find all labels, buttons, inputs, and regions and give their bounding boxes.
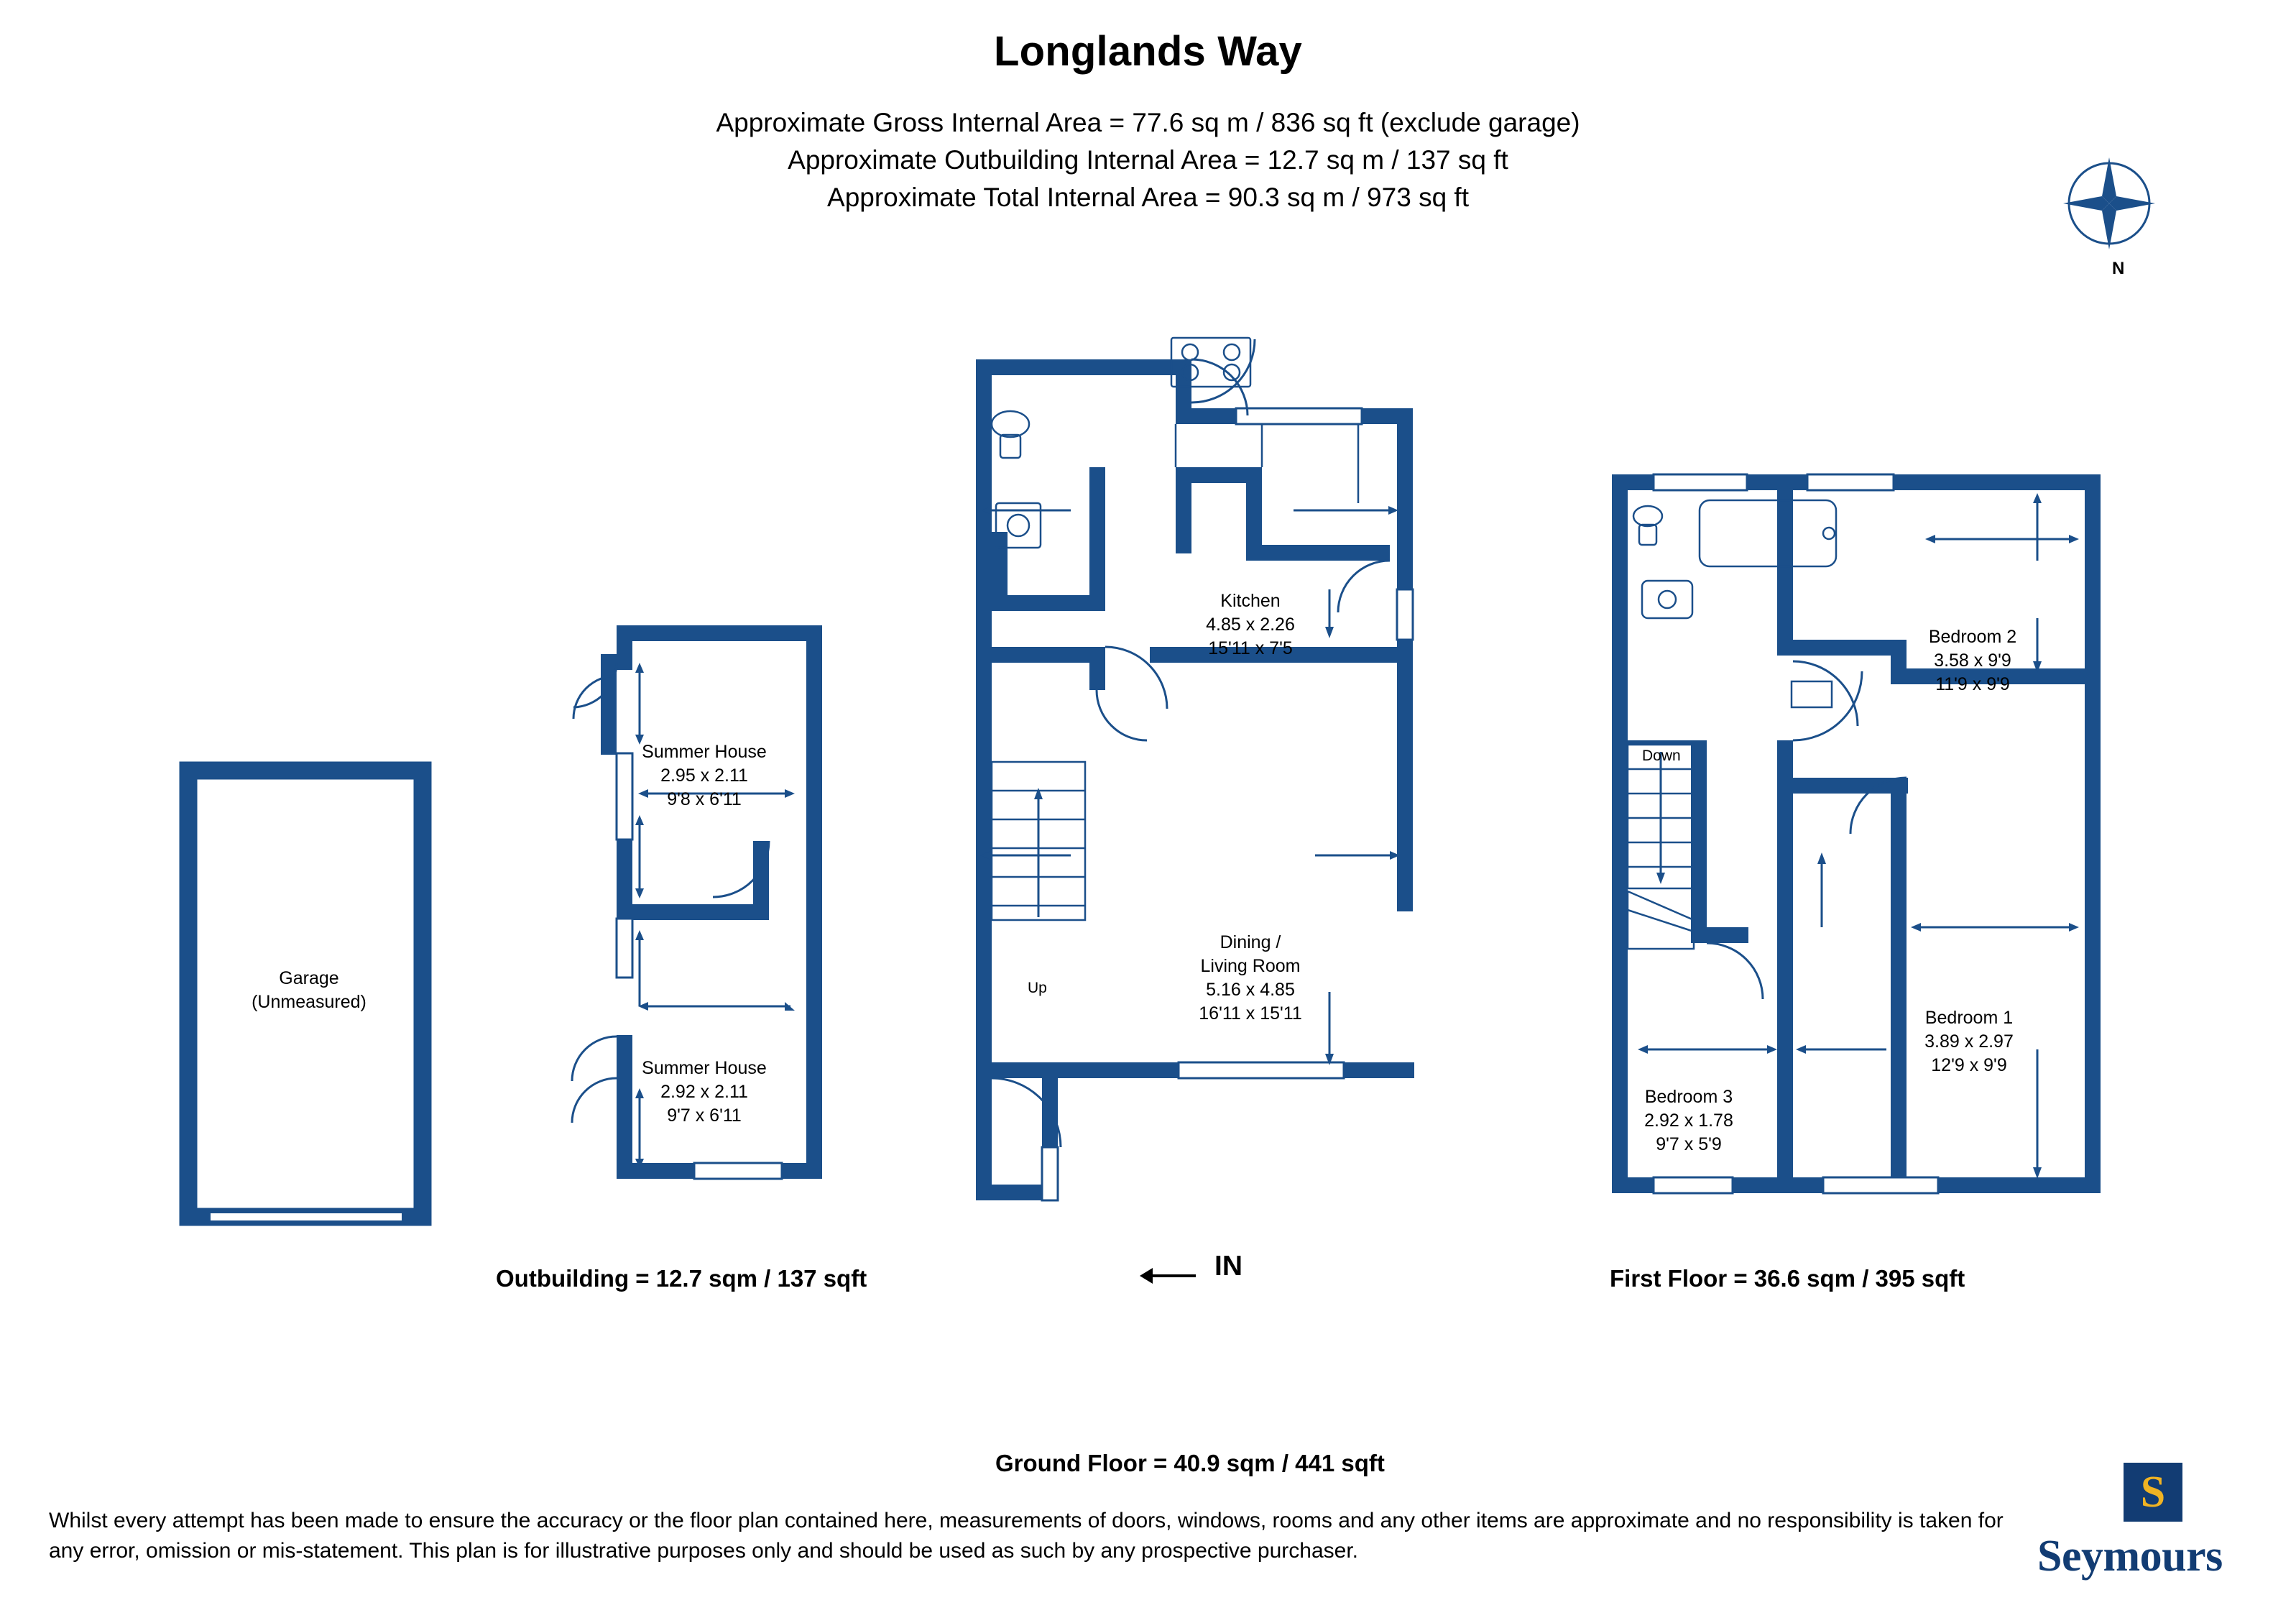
caption-first-floor: First Floor = 36.6 sqm / 395 sqft	[1610, 1265, 1965, 1292]
area-gross-internal: Approximate Gross Internal Area = 77.6 sq m / 836 sq ft (exclude garage)	[716, 108, 1580, 137]
area-total-internal: Approximate Total Internal Area = 90.3 sq m / 973 sq ft	[827, 183, 1469, 212]
stairs-up-label: Up	[1028, 980, 1047, 996]
stairs-down-label: Down	[1642, 748, 1681, 764]
entrance-arrow-icon	[1135, 1258, 1200, 1294]
entrance-label: IN	[1214, 1251, 1242, 1282]
caption-outbuilding: Outbuilding = 12.7 sqm / 137 sqft	[496, 1265, 867, 1292]
room-label-bedroom-3: Bedroom 3 2.92 x 1.78 9'7 x 5'9	[1644, 1087, 1733, 1154]
room-label-dining-living: Dining / Living Room 5.16 x 4.85 16'11 x 15'11	[1199, 932, 1302, 1024]
compass-north-label: N	[2112, 259, 2125, 278]
disclaimer-text: Whilst every attempt has been made to ensure the accuracy or the floor plan contained here, measurements of doors, windows, rooms and any other items are approximate and no responsibility is taken for any error, omission or mis-statement. This plan is for illustrative purposes only and should be used as such by any prospective purchaser.	[49, 1509, 2004, 1563]
caption-ground-floor: Ground Floor = 40.9 sqm / 441 sqft	[995, 1450, 1385, 1476]
room-label-bedroom-1: Bedroom 1 3.89 x 2.97 12'9 x 9'9	[1924, 1008, 2014, 1075]
room-label-bedroom-2: Bedroom 2 3.58 x 9'9 11'9 x 9'9	[1928, 627, 2017, 694]
seymours-logo-mark: S	[2124, 1463, 2182, 1522]
ground-floor-plan	[956, 288, 1473, 1409]
room-label-kitchen: Kitchen 4.85 x 2.26 15'11 x 7'5	[1206, 591, 1295, 658]
area-outbuilding: Approximate Outbuilding Internal Area = 12.7 sq m / 137 sq ft	[788, 145, 1508, 175]
seymours-logo-text: Seymours	[2037, 1532, 2223, 1581]
page-title: Longlands Way	[993, 28, 1303, 75]
room-label-garage: Garage (Unmeasured)	[252, 968, 366, 1012]
room-label-summer-house-2: Summer House 2.92 x 2.11 9'7 x 6'11	[642, 1058, 767, 1126]
outbuilding-plan	[553, 604, 877, 1236]
room-label-summer-house-1: Summer House 2.95 x 2.11 9'8 x 6'11	[642, 742, 767, 809]
compass-rose	[2052, 155, 2167, 284]
